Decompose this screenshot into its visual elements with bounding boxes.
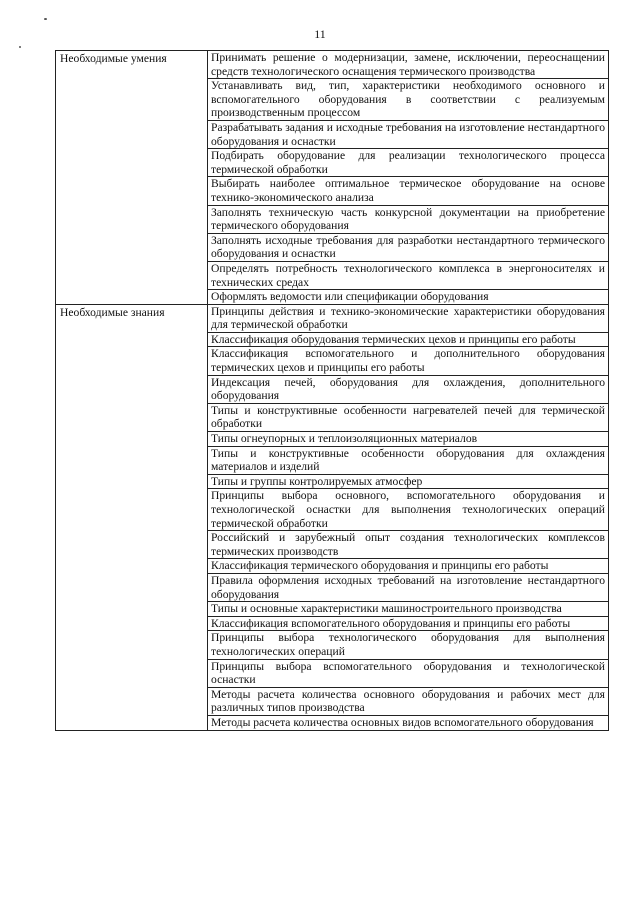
item-cell: Типы и группы контролируемых атмосфер	[208, 474, 609, 489]
scan-mark	[19, 46, 21, 48]
item-cell: Типы и конструктивные особенности оборудования для охлаждения материалов и изделий	[208, 446, 609, 474]
requirements-table	[55, 50, 609, 731]
category-cell: Необходимые знания	[56, 304, 208, 730]
table-body	[56, 51, 609, 731]
page-number: 11	[314, 27, 326, 41]
item-cell: Устанавливать вид, тип, характеристики необходимого основного и вспомогательного оборудования в соответствии с реализуемым производственным процессом	[208, 79, 609, 121]
item-cell: Принципы действия и технико-экономические характеристики оборудования для термической обработки	[208, 304, 609, 332]
item-cell: Принимать решение о модернизации, замене, исключении, переоснащении средств технологического оснащения термического производства	[208, 51, 609, 79]
item-cell: Классификация оборудования термических цехов и принципы его работы	[208, 332, 609, 347]
item-cell: Типы и конструктивные особенности нагревателей печей для термической обработки	[208, 403, 609, 431]
item-cell: Принципы выбора технологического оборудования для выполнения технологических операций	[208, 631, 609, 659]
item-cell: Выбирать наиболее оптимальное термическое оборудование на основе технико-экономического анализа	[208, 177, 609, 205]
item-cell: Заполнять техническую часть конкурсной документации на приобретение термического оборудования	[208, 205, 609, 233]
item-cell: Принципы выбора основного, вспомогательного оборудования и технологической оснастки для выполнения технологических операций термической обработки	[208, 489, 609, 531]
table-row	[56, 304, 609, 332]
item-cell: Классификация вспомогательного и дополнительного оборудования термических цехов и принципы его работы	[208, 347, 609, 375]
scan-mark	[44, 18, 47, 20]
item-cell: Классификация термического оборудования и принципы его работы	[208, 559, 609, 574]
item-cell: Типы огнеупорных и теплоизоляционных материалов	[208, 432, 609, 447]
item-cell: Принципы выбора вспомогательного оборудования и технологической оснастки	[208, 659, 609, 687]
item-cell: Методы расчета количества основного оборудования и рабочих мест для различных типов производства	[208, 687, 609, 715]
item-cell: Разрабатывать задания и исходные требования на изготовление нестандартного оборудования и оснастки	[208, 120, 609, 148]
item-cell: Классификация вспомогательного оборудования и принципы его работы	[208, 616, 609, 631]
item-cell: Методы расчета количества основных видов вспомогательного оборудования	[208, 715, 609, 730]
item-cell: Типы и основные характеристики машиностроительного производства	[208, 602, 609, 617]
item-cell: Российский и зарубежный опыт создания технологических комплексов термических производств	[208, 531, 609, 559]
item-cell: Заполнять исходные требования для разработки нестандартного термического оборудования и оснастки	[208, 233, 609, 261]
category-cell: Необходимые умения	[56, 51, 208, 305]
item-cell: Оформлять ведомости или спецификации оборудования	[208, 290, 609, 305]
table-row	[56, 51, 609, 79]
item-cell: Правила оформления исходных требований на изготовление нестандартного оборудования	[208, 573, 609, 601]
item-cell: Подбирать оборудование для реализации технологического процесса термической обработки	[208, 149, 609, 177]
item-cell: Определять потребность технологического комплекса в энергоносителях и технических средах	[208, 261, 609, 289]
item-cell: Индексация печей, оборудования для охлаждения, дополнительного оборудования	[208, 375, 609, 403]
